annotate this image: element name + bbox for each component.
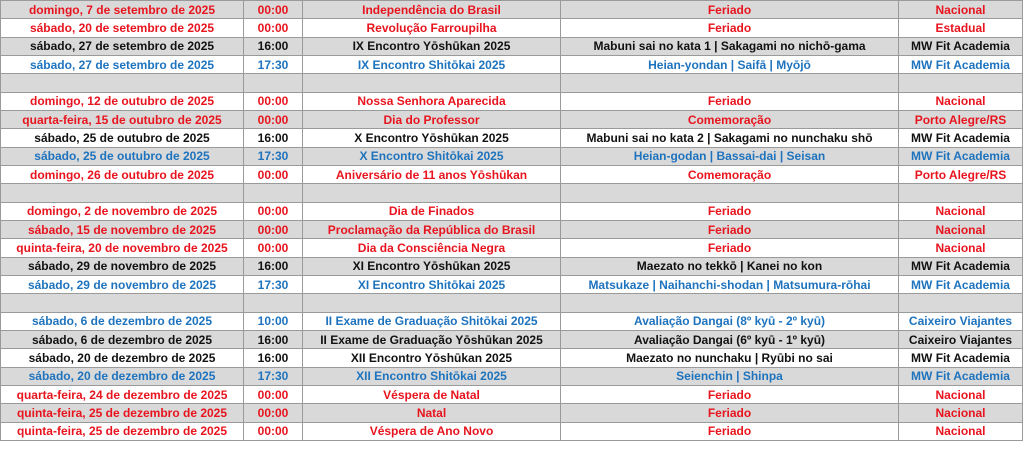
event-cell[interactable]: Nossa Senhora Aparecida [303,92,561,110]
event-cell[interactable]: Dia da Consciência Negra [303,239,561,257]
time-cell[interactable]: 16:00 [244,349,303,367]
date-cell[interactable]: quinta-feira, 20 de novembro de 2025 [1,239,244,257]
event-cell[interactable]: Dia do Professor [303,110,561,128]
place-cell[interactable]: MW Fit Academia [899,55,1023,73]
event-cell[interactable]: Independência do Brasil [303,1,561,19]
place-cell[interactable]: MW Fit Academia [899,349,1023,367]
event-cell[interactable]: X Encontro Yōshūkan 2025 [303,129,561,147]
table-row [1,312,1023,330]
time-cell[interactable]: 16:00 [244,129,303,147]
spacer-row [1,184,1023,202]
detail-cell[interactable] [561,74,899,92]
event-cell[interactable]: Véspera de Ano Novo [303,422,561,440]
table-row [1,1,1023,19]
table-row [1,147,1023,165]
event-cell[interactable]: IX Encontro Yōshūkan 2025 [303,37,561,55]
event-cell[interactable]: Proclamação da República do Brasil [303,220,561,238]
table-row [1,55,1023,73]
time-cell[interactable]: 17:30 [244,55,303,73]
table-row [1,257,1023,275]
place-cell[interactable]: Nacional [899,92,1023,110]
detail-cell[interactable] [561,294,899,312]
date-cell[interactable]: sábado, 29 de novembro de 2025 [1,257,244,275]
place-cell[interactable]: Nacional [899,202,1023,220]
time-cell[interactable]: 00:00 [244,165,303,183]
date-cell[interactable]: sábado, 29 de novembro de 2025 [1,275,244,293]
time-cell[interactable] [244,74,303,92]
date-cell[interactable]: sábado, 27 de setembro de 2025 [1,37,244,55]
time-cell[interactable]: 17:30 [244,367,303,385]
date-cell[interactable]: domingo, 12 de outubro de 2025 [1,92,244,110]
table-row [1,129,1023,147]
time-cell[interactable]: 00:00 [244,422,303,440]
date-cell[interactable]: sábado, 15 de novembro de 2025 [1,220,244,238]
time-cell[interactable]: 17:30 [244,275,303,293]
detail-cell[interactable]: Heian-yondan | Saifā | Myōjō [561,55,899,73]
date-cell[interactable]: quinta-feira, 25 de dezembro de 2025 [1,422,244,440]
detail-cell[interactable]: Feriado [561,239,899,257]
place-cell[interactable]: Nacional [899,1,1023,19]
time-cell[interactable]: 00:00 [244,202,303,220]
date-cell[interactable]: quarta-feira, 15 de outubro de 2025 [1,110,244,128]
event-cell[interactable]: II Exame de Graduação Yōshūkan 2025 [303,330,561,348]
time-cell[interactable]: 00:00 [244,385,303,403]
detail-cell[interactable]: Feriado [561,385,899,403]
event-cell[interactable]: Aniversário de 11 anos Yōshūkan [303,165,561,183]
detail-cell[interactable]: Feriado [561,19,899,37]
event-cell[interactable]: X Encontro Shitōkai 2025 [303,147,561,165]
time-cell[interactable]: 00:00 [244,239,303,257]
event-cell[interactable]: XI Encontro Shitōkai 2025 [303,275,561,293]
spacer-row [1,74,1023,92]
detail-cell[interactable]: Maezato no nunchaku | Ryūbi no sai [561,349,899,367]
detail-cell[interactable]: Feriado [561,220,899,238]
calendar-table-body [1,1,1023,441]
time-cell[interactable]: 16:00 [244,330,303,348]
detail-cell[interactable]: Avaliação Dangai (8º kyū - 2º kyū) [561,312,899,330]
table-row [1,349,1023,367]
table-row [1,19,1023,37]
time-cell[interactable]: 00:00 [244,1,303,19]
event-cell[interactable]: Dia de Finados [303,202,561,220]
place-cell[interactable]: Nacional [899,239,1023,257]
date-cell[interactable]: sábado, 20 de dezembro de 2025 [1,367,244,385]
table-row [1,422,1023,440]
date-cell[interactable]: sábado, 6 de dezembro de 2025 [1,330,244,348]
detail-cell[interactable]: Heian-godan | Bassai-dai | Seisan [561,147,899,165]
date-cell[interactable] [1,184,244,202]
date-cell[interactable]: domingo, 26 de outubro de 2025 [1,165,244,183]
place-cell[interactable]: Nacional [899,385,1023,403]
date-cell[interactable] [1,74,244,92]
date-cell[interactable]: sábado, 27 de setembro de 2025 [1,55,244,73]
detail-cell[interactable]: Seienchin | Shinpa [561,367,899,385]
table-row [1,275,1023,293]
event-cell[interactable] [303,184,561,202]
table-row [1,404,1023,422]
detail-cell[interactable]: Feriado [561,422,899,440]
event-cell[interactable]: XII Encontro Yōshūkan 2025 [303,349,561,367]
date-cell[interactable]: sábado, 25 de outubro de 2025 [1,147,244,165]
place-cell[interactable]: Porto Alegre/RS [899,110,1023,128]
date-cell[interactable]: sábado, 25 de outubro de 2025 [1,129,244,147]
place-cell[interactable]: MW Fit Academia [899,367,1023,385]
table-row [1,220,1023,238]
detail-cell[interactable]: Comemoração [561,110,899,128]
sheet-bottom-margin [0,441,1024,456]
table-row [1,385,1023,403]
time-cell[interactable] [244,294,303,312]
table-row [1,202,1023,220]
event-cell[interactable]: Véspera de Natal [303,385,561,403]
detail-cell[interactable]: Comemoração [561,165,899,183]
place-cell[interactable]: Nacional [899,220,1023,238]
time-cell[interactable] [244,184,303,202]
time-cell[interactable]: 00:00 [244,404,303,422]
date-cell[interactable] [1,294,244,312]
date-cell[interactable]: quinta-feira, 25 de dezembro de 2025 [1,404,244,422]
detail-cell[interactable]: Mabuni sai no kata 2 | Sakagami no nunchaku shō [561,129,899,147]
event-cell[interactable]: Revolução Farroupilha [303,19,561,37]
time-cell[interactable]: 10:00 [244,312,303,330]
table-row [1,330,1023,348]
detail-cell[interactable]: Feriado [561,1,899,19]
date-cell[interactable]: sábado, 6 de dezembro de 2025 [1,312,244,330]
date-cell[interactable]: sábado, 20 de setembro de 2025 [1,19,244,37]
detail-cell[interactable]: Feriado [561,202,899,220]
place-cell[interactable]: Estadual [899,19,1023,37]
time-cell[interactable]: 17:30 [244,147,303,165]
event-cell[interactable]: IX Encontro Shitōkai 2025 [303,55,561,73]
table-row [1,239,1023,257]
place-cell[interactable] [899,294,1023,312]
place-cell[interactable] [899,74,1023,92]
detail-cell[interactable]: Feriado [561,404,899,422]
time-cell[interactable]: 00:00 [244,110,303,128]
date-cell[interactable]: quarta-feira, 24 de dezembro de 2025 [1,385,244,403]
event-cell[interactable]: XII Encontro Shitōkai 2025 [303,367,561,385]
date-cell[interactable]: domingo, 7 de setembro de 2025 [1,1,244,19]
event-cell[interactable]: Natal [303,404,561,422]
table-row [1,92,1023,110]
time-cell[interactable]: 00:00 [244,220,303,238]
time-cell[interactable]: 16:00 [244,257,303,275]
place-cell[interactable]: MW Fit Academia [899,129,1023,147]
detail-cell[interactable]: Mabuni sai no kata 1 | Sakagami no nichō-gama [561,37,899,55]
time-cell[interactable]: 16:00 [244,37,303,55]
detail-cell[interactable]: Matsukaze | Naihanchi-shodan | Matsumura-rōhai [561,275,899,293]
table-row [1,367,1023,385]
event-cell[interactable] [303,74,561,92]
spacer-row [1,294,1023,312]
time-cell[interactable]: 00:00 [244,92,303,110]
date-cell[interactable]: domingo, 2 de novembro de 2025 [1,202,244,220]
place-cell[interactable]: Caixeiro Viajantes [899,330,1023,348]
place-cell[interactable]: Nacional [899,404,1023,422]
detail-cell[interactable] [561,184,899,202]
place-cell[interactable]: MW Fit Academia [899,37,1023,55]
place-cell[interactable]: MW Fit Academia [899,257,1023,275]
detail-cell[interactable]: Feriado [561,92,899,110]
table-row [1,37,1023,55]
detail-cell[interactable]: Maezato no tekkō | Kanei no kon [561,257,899,275]
time-cell[interactable]: 00:00 [244,19,303,37]
date-cell[interactable]: sábado, 20 de dezembro de 2025 [1,349,244,367]
place-cell[interactable]: Porto Alegre/RS [899,165,1023,183]
detail-cell[interactable]: Avaliação Dangai (6º kyū - 1º kyū) [561,330,899,348]
event-cell[interactable]: II Exame de Graduação Shitōkai 2025 [303,312,561,330]
place-cell[interactable]: MW Fit Academia [899,275,1023,293]
event-cell[interactable]: XI Encontro Yōshūkan 2025 [303,257,561,275]
place-cell[interactable]: MW Fit Academia [899,147,1023,165]
place-cell[interactable]: Nacional [899,422,1023,440]
event-cell[interactable] [303,294,561,312]
place-cell[interactable]: Caixeiro Viajantes [899,312,1023,330]
table-row [1,110,1023,128]
table-row [1,165,1023,183]
place-cell[interactable] [899,184,1023,202]
